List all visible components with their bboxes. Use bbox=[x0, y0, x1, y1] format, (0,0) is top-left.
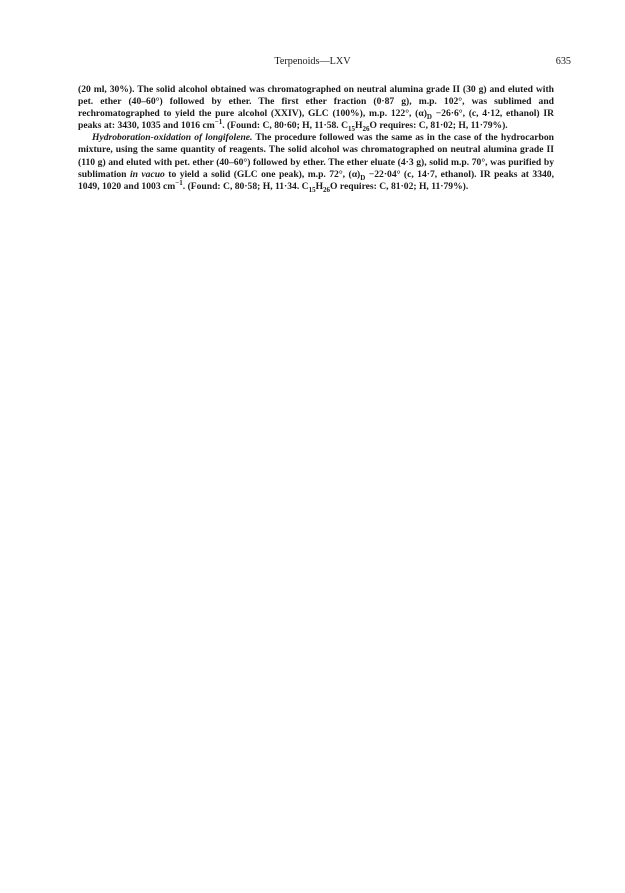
running-title: Terpenoids—LXV bbox=[274, 56, 351, 67]
text-run: to yield a solid (GLC one peak), m.p. 72°, (α) bbox=[164, 168, 361, 180]
subscript: 26 bbox=[323, 185, 331, 194]
section-title: Hydroboration-oxidation of longifolene. bbox=[92, 132, 253, 144]
italic-run: in vacuo bbox=[129, 168, 165, 180]
text-run: . (Found: C, 80·58; H, 11·34. C bbox=[182, 180, 309, 192]
text-run: −26·6°, (c, 4·12, ethanol) IR peaks at: 3430, 1035 and 1016 cm bbox=[78, 108, 554, 132]
text-run: O requires: C, 81·02; H, 11·79%). bbox=[330, 180, 469, 192]
page-number: 635 bbox=[555, 56, 571, 67]
running-head bbox=[0, 56, 625, 70]
text-run: H bbox=[315, 180, 324, 192]
body-text bbox=[78, 84, 554, 193]
subscript: 15 bbox=[348, 125, 356, 134]
subscript: D bbox=[426, 113, 432, 122]
subscript: D bbox=[360, 173, 366, 182]
text-run: −22·04° (c, 14·7, ethanol). IR peaks at 3340, 1049, 1020 and 1003 cm bbox=[78, 168, 554, 192]
text-run: O requires: C, 81·02; H, 11·79%). bbox=[369, 120, 508, 132]
text-run: (20 ml, 30%). The solid alcohol obtained was chromatographed on neutral alumina grade II (30 g) and eluted with pet. ether (40–60°) followed by ether. The first ether fraction (0·87 g), m.p. 102°, was sublimed and rechromatographed to yield the pure alcohol (XXIV), GLC (100%), m.p. 122°, (α) bbox=[78, 84, 554, 120]
subscript: 26 bbox=[362, 125, 370, 134]
paragraph-hydroboration bbox=[78, 132, 554, 192]
superscript: −1 bbox=[175, 178, 183, 187]
text-run: . (Found: C, 80·60; H, 11·58. C bbox=[222, 120, 349, 132]
subscript: 15 bbox=[308, 185, 316, 194]
text-run: H bbox=[355, 120, 363, 132]
superscript: −1 bbox=[214, 118, 223, 127]
paragraph-alcohol-xxiv bbox=[78, 84, 554, 132]
text-run: The procedure followed was the same as in the case of the hydrocarbon mixture, using the same quantity of reagents. The solid alcohol was chromatographed on neutral alumina grade II (110 g) and eluted with pet. ether (40–60°) followed by ether. The ether eluate (4·3 g), solid m.p. 70°, was purified by sublimation bbox=[78, 132, 554, 180]
